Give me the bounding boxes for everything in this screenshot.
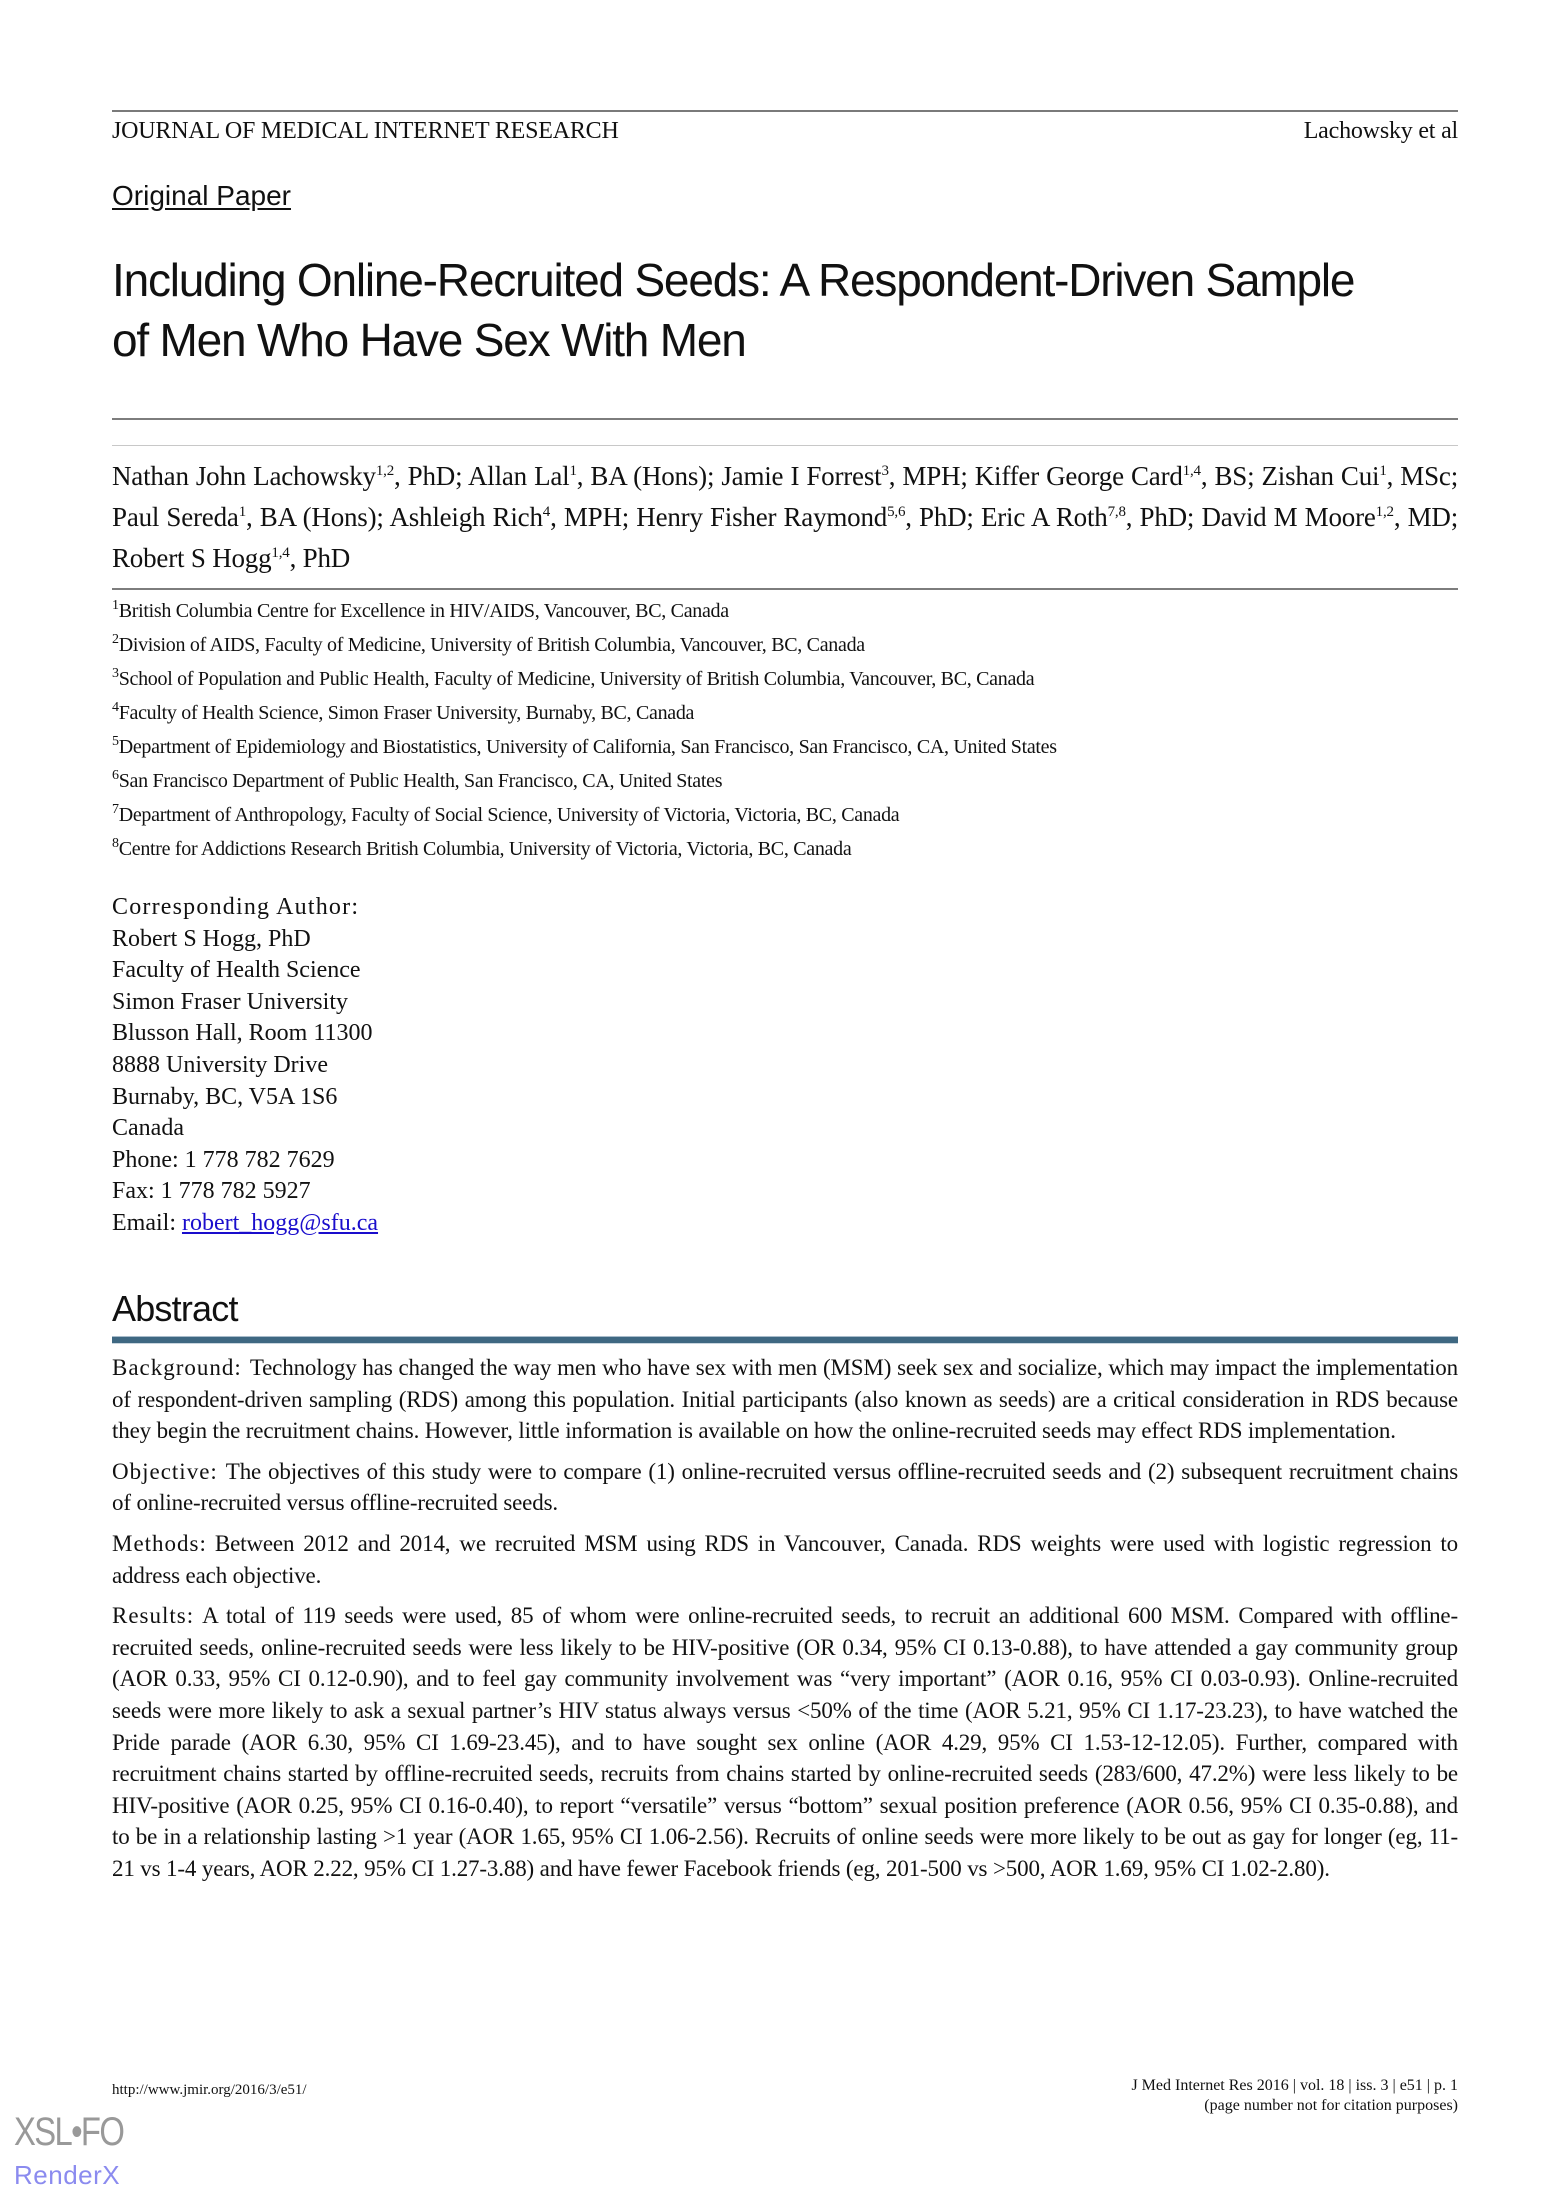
footer-url[interactable]: http://www.jmir.org/2016/3/e51/ (112, 2082, 307, 2098)
contact-institution: Simon Fraser University (112, 988, 348, 1015)
abstract-background: Background: Technology has changed the way men who have sex with men (MSM) seek sex and socialize, which may impact the implementation of respondent-driven sampling (RDS) among this population. Initial participants (also known as seeds) are a critical consideration in RDS because they begin the recruitment chains. However, little information is available on how the online-recruited seeds may effect RDS implementation. (112, 1355, 1458, 1444)
contact-department: Faculty of Health Science (112, 957, 361, 984)
author: David M Moore$^{1,2}$, MD; (1201, 502, 1459, 532)
author: Eric A Roth$^{7,8}$, PhD; (980, 502, 1202, 532)
abstract-methods: Methods: Between 2012 and 2014, we recruited MSM using RDS in Vancouver, Canada. RDS weights were used with logistic regression to address each objective. (112, 1530, 1458, 1588)
author: Ashleigh Rich$^4$, MPH; (389, 502, 637, 532)
affiliation: $^4$Faculty of Health Science, Simon Fraser University, Burnaby, BC, Canada (112, 700, 695, 724)
author: Robert S Hogg$^{1,4}$, PhD (112, 543, 351, 573)
citation-note: (page number not for citation purposes) (1204, 2097, 1458, 2114)
author: Zishan Cui$^1$, MSc; (1261, 461, 1459, 491)
contact-name: Robert S Hogg, PhD (112, 925, 311, 952)
affiliation: $^6$San Francisco Department of Public Health, San Francisco, CA, United States (112, 768, 723, 792)
contact-street: 8888 University Drive (112, 1051, 328, 1078)
affiliation: $^8$Centre for Addictions Research British Columbia, University of Victoria, Victoria, BC, Canada (112, 836, 852, 860)
article-type-label: Original Paper (112, 180, 291, 211)
running-authors: Lachowsky et al (1303, 118, 1458, 144)
affiliation: $^5$Department of Epidemiology and Biostatistics, University of California, San Francisco, San Francisco, CA, United States (112, 734, 1057, 758)
author: Paul Sereda$^1$, BA (Hons); (112, 502, 390, 532)
contact-city: Burnaby, BC, V5A 1S6 (112, 1083, 338, 1110)
abstract-objective: Objective: The objectives of this study were to compare (1) online-recruited versus offline-recruited seeds and (2) subsequent recruitment chains of online-recruited versus offline-recruited seeds. (112, 1458, 1458, 1516)
xslfo-watermark: XSL•FO (14, 2110, 124, 2154)
affiliation: $^1$British Columbia Centre for Excellence in HIV/AIDS, Vancouver, BC, Canada (112, 598, 729, 622)
abstract-heading: Abstract (112, 1288, 238, 1329)
abstract-results: Results: A total of 119 seeds were used, 85 of whom were online-recruited seeds, to recruit an additional 600 MSM. Compared with offline-recruited seeds, online-recruited seeds were less likely to be HIV-positive (OR 0.34, 95% CI 0.13-0.88), to have attended a gay community group (AOR 0.33, 95% CI 0.12-0.90), and to feel gay community involvement was “very important” (AOR 0.16, 95% CI 0.03-0.93). Online-recruited seeds were more likely to ask a sexual partner’s HIV status always versus <50% of the time (AOR 5.21, 95% CI 1.17-23.23), to have watched the Pride parade (AOR 6.30, 95% CI 1.69-23.45), and to have sought sex online (AOR 4.29, 95% CI 1.53-12-12.05). Further, compared with recruitment chains started by offline-recruited seeds, recruits from chains started by online-recruited seeds (283/600, 47.2%) were less likely to be HIV-positive (AOR 0.25, 95% CI 0.16-0.40), to report “versatile” versus “bottom” sexual position preference (AOR 0.56, 95% CI 0.35-0.88), and to be in a relationship lasting >1 year (AOR 1.65, 95% CI 1.06-2.56). Recruits of online seeds were more likely to be out as gay for longer (eg, 11-21 vs 1-4 years, AOR 2.22, 95% CI 1.27-3.88) and have fewer Facebook friends (eg, 201-500 vs >500, AOR 1.69, 95% CI 1.02-2.80). (112, 1603, 1458, 1881)
abstract-divider (112, 1336, 1458, 1344)
author: Allan Lal$^1$, BA (Hons); (468, 461, 722, 491)
journal-name: JOURNAL OF MEDICAL INTERNET RESEARCH (112, 118, 619, 144)
affiliation: $^2$Division of AIDS, Faculty of Medicine, University of British Columbia, Vancouver, BC, Canada (112, 632, 865, 656)
author: Henry Fisher Raymond$^{5,6}$, PhD; (636, 502, 981, 532)
title-rule-light (112, 445, 1458, 446)
author: Nathan John Lachowsky$^{1,2}$, PhD; (112, 461, 468, 491)
affiliation: $^3$School of Population and Public Health, Faculty of Medicine, University of British Columbia, Vancouver, BC, Canada (112, 666, 1035, 690)
running-head (112, 118, 1458, 145)
paper-title (112, 250, 1458, 370)
corresponding-author-label: Corresponding Author: (112, 894, 360, 920)
contact-country: Canada (112, 1115, 184, 1142)
citation-line: J Med Internet Res 2016 | vol. 18 | iss. 3 | e51 | p. 1 (1131, 2077, 1458, 2094)
affiliation: $^7$Department of Anthropology, Faculty of Social Science, University of Victoria, Victoria, BC, Canada (112, 802, 900, 826)
corresponding-author-block (112, 892, 378, 1240)
contact-phone: Phone: 1 778 782 7629 (112, 1146, 335, 1173)
title-line-1: Including Online-Recruited Seeds: A Respondent-Driven Sample (112, 254, 1355, 306)
affiliation-list (112, 594, 1458, 866)
header-rule (112, 110, 1458, 112)
author-list (112, 456, 1458, 579)
contact-building: Blusson Hall, Room 11300 (112, 1020, 373, 1047)
title-rule (112, 418, 1458, 420)
renderx-watermark: RenderX (14, 2160, 121, 2190)
author: Kiffer George Card$^{1,4}$, BS; (974, 461, 1262, 491)
title-line-2: of Men Who Have Sex With Men (112, 314, 746, 366)
contact-email-row: Email: robert_hogg@sfu.ca (112, 1209, 379, 1236)
contact-fax: Fax: 1 778 782 5927 (112, 1178, 311, 1205)
footer-citation (1131, 2076, 1458, 2116)
abstract-body (112, 1352, 1458, 1894)
authors-rule (112, 588, 1458, 590)
email-link[interactable]: robert_hogg@sfu.ca (181, 1209, 379, 1236)
author: Jamie I Forrest$^3$, MPH; (721, 461, 975, 491)
